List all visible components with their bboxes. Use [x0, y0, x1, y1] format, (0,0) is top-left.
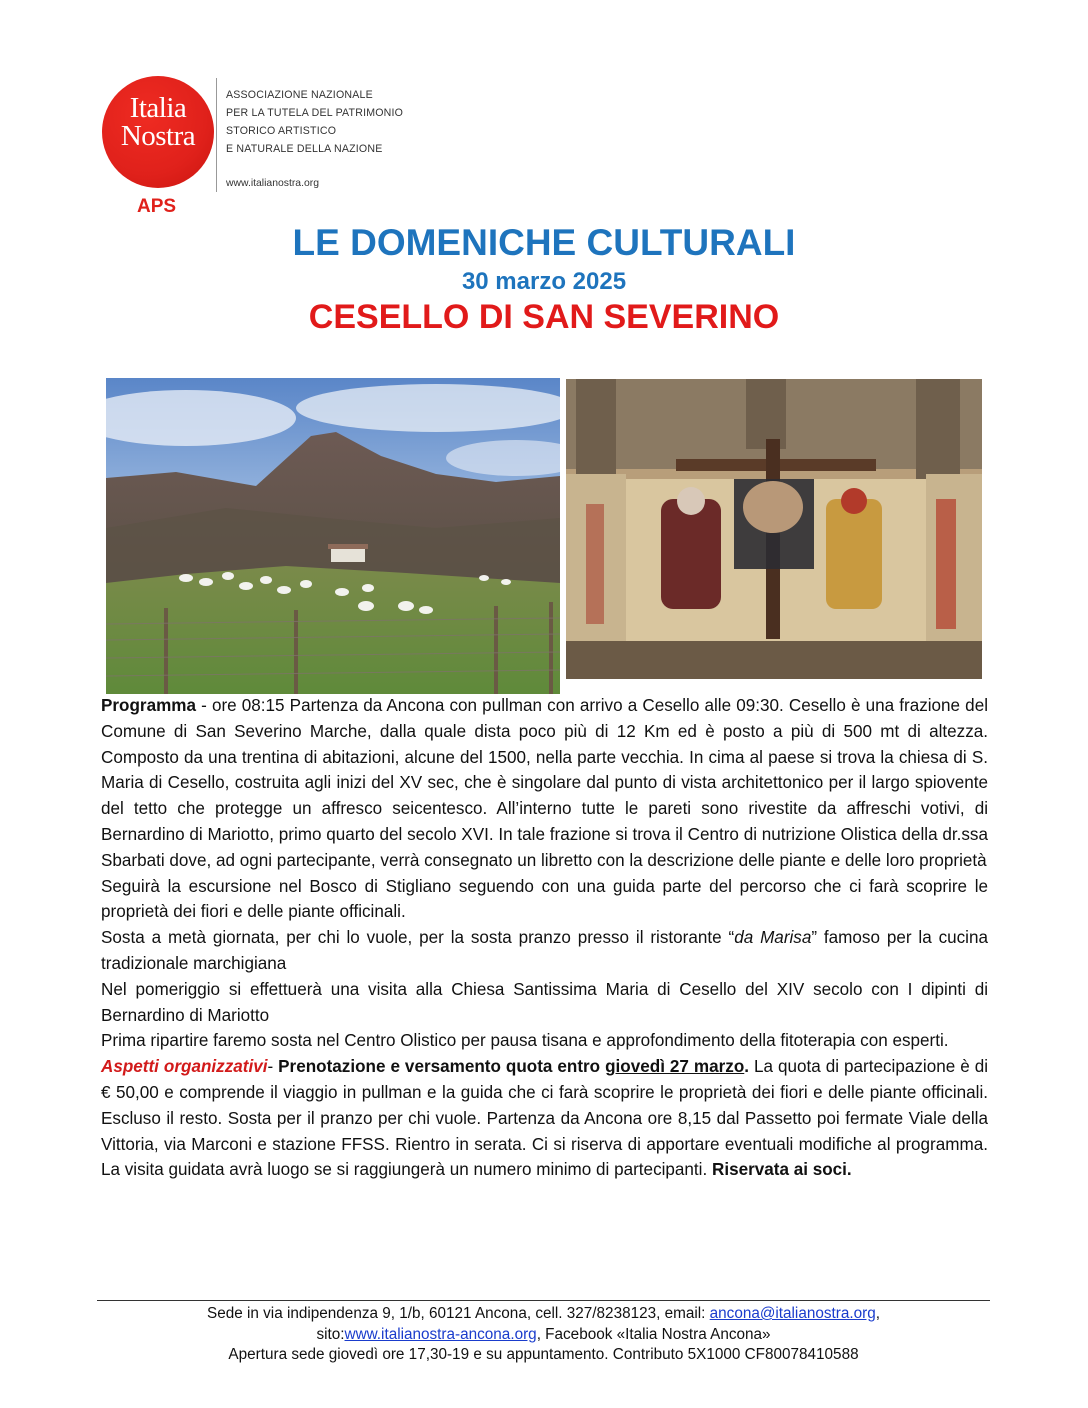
aspetti-dash: -: [267, 1057, 279, 1077]
mountain-pasture-photo: [106, 378, 560, 694]
footer-hours-line: Apertura sede giovedì ore 17,30-19 e su appuntamento. Contributo 5X1000 CF80078410588: [228, 1346, 859, 1363]
prenotazione-text: Prenotazione e versamento quota entro: [278, 1057, 606, 1077]
afternoon-paragraph: Nel pomeriggio si effettuerà una visita alla Chiesa Santissima Maria di Cesello del XIV secolo con I dipinti di Bernardino di Mariotto: [101, 979, 988, 1025]
lunch-paragraph: [101, 925, 988, 977]
program-paragraph: [101, 693, 988, 874]
organization-text: La quota di partecipazione è di € 50,00 e comprende il viaggio in pullman e la guida che ci farà scoprire le proprietà dei fiori e delle piante officinali. Escluso il resto. Sosta per il pranzo per chi vuole. Partenza da Ancona ore 8,15 dal Passetto poi fermate Viale della Vittoria, via Marconi e stazione FFSS. Rientro in serata. Ci si riserva di apportare eventuali modifiche al programma. La visita guidata avrà luogo se si raggiungerà un numero minimo di partecipanti.: [101, 1057, 989, 1180]
program-text: - ore 08:15 Partenza da Ancona con pullman con arrivo a Cesello alle 09:30. Cesello è una frazione del Comune di San Severino Marche, dalla quale dista poco più di 12 Km ed è posto a più di 500 mt di altezza. Composto da una trentina di abitazioni, alcune del 1500, nella parte vecchia. In cima al paese si trova la chiesa di S. Maria di Cesello, costruita agli inizi del XV sec, che è singolare dal punto di vista architettonico per il largo spiovente del tetto che protegge un affresco seicentesco. All’interno tutte le pareti sono rivestite da affreschi votivi, di Bernardino di Mariotto, primo quarto del secolo XVI. In tale frazione si trova il Centro di nutrizione Olistica della dr.ssa Sbarbati dove, ad ogni partecipante, verrà consegnato un libretto con la descrizione delle piante e delle loro proprietà: [101, 696, 988, 870]
church-fresco-photo: [566, 379, 982, 679]
aps-badge: APS: [137, 196, 177, 217]
footer-comma: ,: [875, 1305, 880, 1322]
logo-word-italia: Italia: [129, 92, 187, 124]
event-date: 30 marzo 2025: [461, 268, 627, 295]
email-link[interactable]: ancona@italianostra.org: [709, 1305, 876, 1322]
association-line: STORICO ARTISTICO: [226, 125, 337, 137]
website-link[interactable]: www.italianostra-ancona.org: [344, 1325, 537, 1343]
deadline-date: giovedì 27 marzo: [605, 1057, 745, 1077]
facebook-text: , Facebook «Italia Nostra Ancona»: [536, 1325, 771, 1343]
logo-word-nostra: Nostra: [120, 120, 196, 152]
lunch-text: Sosta a metà giornata, per chi lo vuole, per la sosta pranzo presso il ristorante “: [101, 928, 735, 948]
association-description: [226, 86, 403, 158]
footer-site-line: [97, 1325, 990, 1346]
lunch-text-end: ” famoso per la cucina tradizionale marchigiana: [101, 928, 988, 973]
site-prefix: sito:: [316, 1325, 345, 1343]
footer: [97, 1304, 990, 1366]
footer-divider: [97, 1300, 990, 1301]
page-title: LE DOMENICHE CULTURALI: [292, 222, 796, 263]
association-line: PER LA TUTELA DEL PATRIMONIO: [226, 107, 404, 119]
restaurant-name: da Marisa: [734, 928, 812, 948]
program-description: [101, 693, 988, 1183]
aspetti-label: Aspetti organizzativi: [101, 1057, 268, 1077]
olistic-paragraph: Prima ripartire faremo sosta nel Centro Olistico per pausa tisana e approfondimento della fitoterapia con esperti.: [101, 1031, 949, 1051]
logo-divider: [216, 78, 217, 192]
members-only: Riservata ai soci.: [711, 1160, 852, 1180]
church-fresco-illustration: [566, 379, 982, 679]
association-line: E NATURALE DELLA NAZIONE: [226, 143, 383, 155]
association-line: ASSOCIAZIONE NAZIONALE: [226, 89, 373, 101]
mountain-pasture-illustration: [106, 378, 560, 694]
organization-paragraph: [101, 1054, 988, 1183]
event-place: CESELLO DI SAN SEVERINO: [308, 298, 780, 336]
footer-address-line: [97, 1304, 990, 1325]
programma-label: Programma: [101, 696, 197, 715]
deadline-dot: .: [744, 1057, 750, 1077]
association-website: www.italianostra.org: [226, 178, 319, 189]
excursion-paragraph: Seguirà la escursione nel Bosco di Stigliano seguendo con una guida parte del percorso che ci farà scoprire le proprietà dei fiori e delle piante officinali.: [101, 876, 988, 922]
italia-nostra-logo: [102, 76, 214, 188]
footer-address: Sede in via indipendenza 9, 1/b, 60121 Ancona, cell. 327/8238123, email:: [207, 1305, 710, 1322]
